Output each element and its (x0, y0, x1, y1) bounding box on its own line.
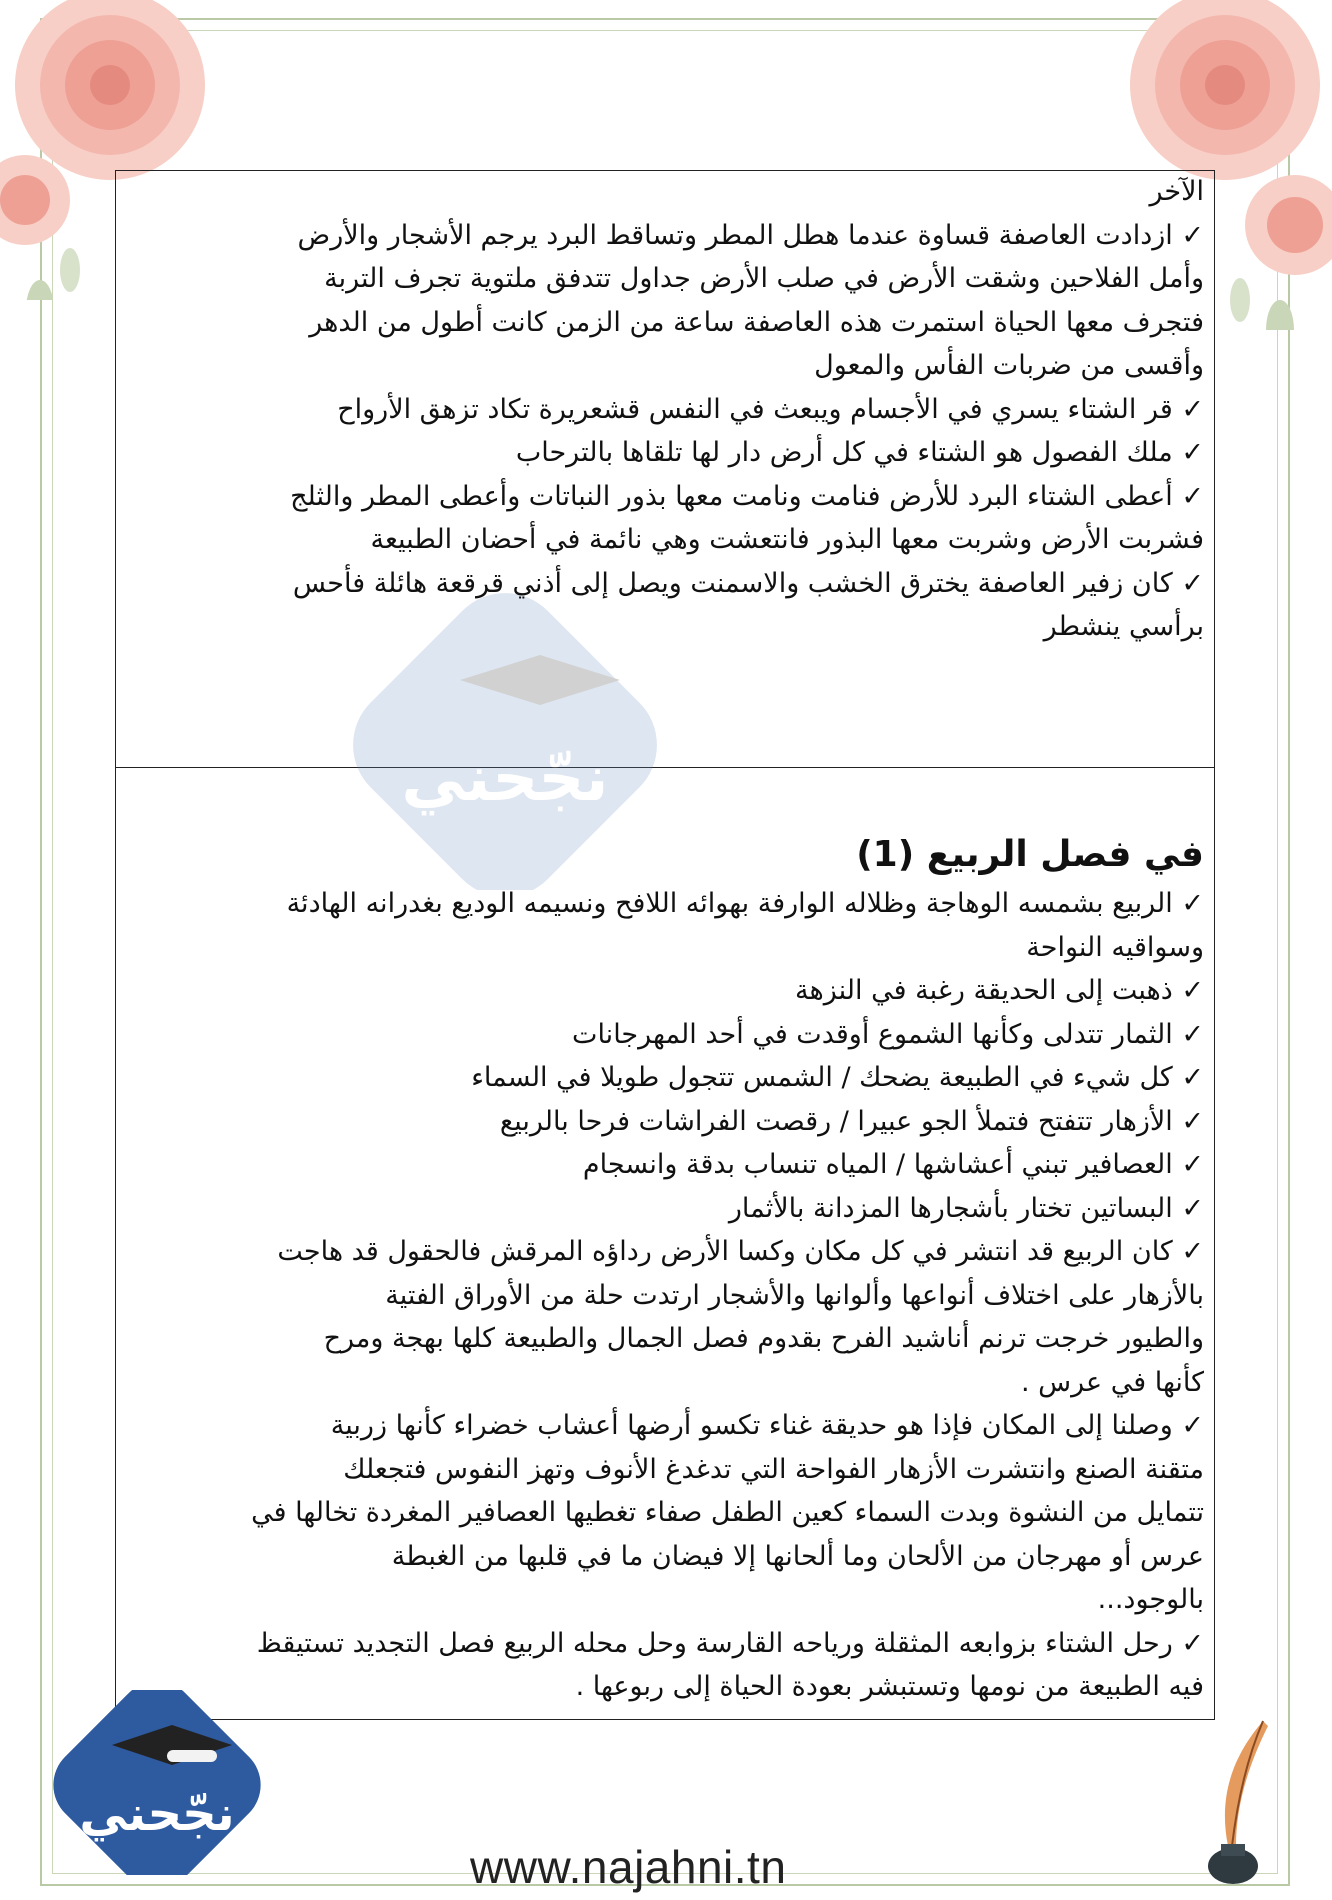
text-line: ✓ الربيع بشمسه الوهاجة وظلاله الوارفة بهوائه اللافح ونسيمه الوديع بغدرانه الهادئة (124, 882, 1204, 926)
list-item (124, 214, 1204, 388)
logo-text: نجّحني (79, 1786, 235, 1842)
text-line: وأمل الفلاحين وشقت الأرض في صلب الأرض جداول تتدفق ملتوية تجرف التربة (324, 263, 1204, 294)
text-line: عرس أو مهرجان من الألحان وما ألحانها إلا فيضان ما في قلبها من الغبطة (391, 1540, 1204, 1572)
list-item (124, 882, 1204, 969)
text-line: ✓ كان زفير العاصفة يخترق الخشب والاسمنت ويصل إلى أذني قرقعة هائلة فأحس (124, 562, 1204, 606)
text-line: فيه الطبيعة من نومها وتستبشر بعودة الحياة إلى ربوعها . (575, 1671, 1204, 1702)
text-line: الآخر (1149, 176, 1204, 207)
section-heading: في فصل الربيع (1) (856, 834, 1204, 875)
text-line: ✓ البساتين تختار بأشجارها المزدانة بالأثمار (124, 1187, 1204, 1231)
section-two-text (124, 830, 1204, 1709)
text-line: ✓ وصلنا إلى المكان فإذا هو حديقة غناء تكسو أرضها أعشاب خضراء كأنها زربية (124, 1404, 1204, 1448)
text-line: وأقسى من ضربات الفأس والمعول (814, 350, 1204, 381)
text-line: ✓ قر الشتاء يسري في الأجسام ويبعث في النفس قشعريرة تكاد تزهق الأرواح (124, 388, 1204, 432)
text-line: متقنة الصنع وانتشرت الأزهار الفواحة التي تدغدغ الأنوف وتهز النفوس فتجعلك (343, 1453, 1204, 1485)
website-url[interactable]: www.najahni.tn (470, 1841, 787, 1893)
text-line: فشربت الأرض وشربت معها البذور فانتعشت وهي نائمة في أحضان الطبيعة (370, 524, 1204, 555)
list-item (124, 562, 1204, 649)
text-line: فتجرف معها الحياة استمرت هذه العاصفة ساعة من الزمن كانت أطول من الدهر (309, 306, 1204, 338)
najahni-logo-icon (52, 1690, 262, 1875)
list-item (124, 1404, 1204, 1622)
text-line: وسواقيه النواحة (1026, 931, 1204, 963)
list-item (124, 969, 1204, 1013)
section-one-text (124, 170, 1204, 649)
text-line: ✓ كان الربيع قد انتشر في كل مكان وكسا الأرض رداؤه المرقش فالحقول قد هاجت (124, 1230, 1204, 1274)
text-line: ✓ رحل الشتاء بزوابعه المثقلة ورياحه القارسة وحل محله الربيع فصل التجديد تستيقظ (124, 1622, 1204, 1666)
text-line: بالوجود... (1097, 1584, 1204, 1615)
list-item (124, 1230, 1204, 1404)
text-line: ✓ الثمار تتدلى وكأنها الشموع أوقدت في أحد المهرجانات (124, 1013, 1204, 1057)
list-item (124, 475, 1204, 562)
quill-inkpot-icon (1188, 1716, 1288, 1886)
text-line: ✓ أعطى الشتاء البرد للأرض فنامت ونامت معها بذور النباتات وأعطى المطر والثلج (124, 475, 1204, 519)
list-item (124, 1013, 1204, 1057)
text-line: ✓ العصافير تبني أعشاشها / المياه تنساب بدقة وانسجام (124, 1143, 1204, 1187)
text-line: تتمايل من النشوة وبدت السماء كعين الطفل صفاء تغطيها العصافير المغردة تخالها في (251, 1497, 1204, 1528)
text-line: ✓ ذهبت إلى الحديقة رغبة في النزهة (124, 969, 1204, 1013)
list-item (124, 1143, 1204, 1187)
text-line: ✓ ازدادت العاصفة قساوة عندما هطل المطر وتساقط البرد يرجم الأشجار والأرض (124, 214, 1204, 258)
watermark-text: نجّحني (401, 742, 609, 816)
text-line: ✓ الأزهار تتفتح فتملأ الجو عبيرا / رقصت الفراشات فرحا بالربيع (124, 1100, 1204, 1144)
list-item (124, 388, 1204, 432)
text-line: كأنها في عرس . (1021, 1366, 1204, 1398)
list-item (124, 431, 1204, 475)
text-line: ✓ ملك الفصول هو الشتاء في كل أرض دار لها تلقاها بالترحاب (124, 431, 1204, 475)
text-line: بالأزهار على اختلاف أنواعها وألوانها والأشجار ارتدت حلة من الأوراق الفتية (385, 1279, 1204, 1311)
list-item (124, 1622, 1204, 1709)
list-item (124, 1187, 1204, 1231)
list-item (124, 1056, 1204, 1100)
text-line: برأسي ينشطر (1043, 611, 1204, 642)
text-line: والطيور خرجت ترنم أناشيد الفرح بقدوم فصل الجمال والطبيعة كلها بهجة ومرح (323, 1323, 1204, 1354)
text-line: ✓ كل شيء في الطبيعة يضحك / الشمس تتجول طويلا في السماء (124, 1056, 1204, 1100)
list-item (124, 1100, 1204, 1144)
